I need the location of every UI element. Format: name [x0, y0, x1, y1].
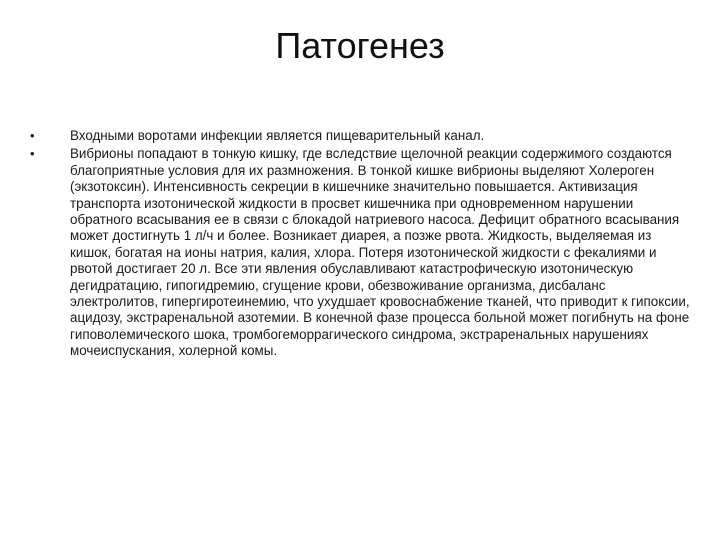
bullet-text: Вибрионы попадают в тонкую кишку, где вследствие щелочной реакции содержимого создаются благоприятные условия для их размножения. В тонкой кишке вибрионы выделяют Холероген (экзотоксин). Интенсивность секреции в кишечнике значительно повышается. Активизация транспорта изотонической жидкости в просвет кишечника при одновременном нарушении обратного всасывания ее в связи с блокадой натриевого насоса. Дефицит обратного всасывания может достигнуть 1 л/ч и более. Возникает диарея, а позже рвота. Жидкость, выделяемая из кишок, богатая на ионы натрия, калия, хлора. Потеря изотонической жидкости с фекалиями и рвотой достигает 20 л. Все эти явления обуславливают катастрофическую изотоническую дегидратацию, гипогидремию, сгущение крови, обезвоживание организма, дисбаланс электролитов, гипергиротеинемию, что ухудшает кровоснабжение тканей, что приводит к гипоксии, ацидозу, экстраренальной азотемии. В конечной фазе процесса больной может погибнуть на фоне гиповолемического шока, тромбогеморрагического синдрома, экстраренальных нарушениях мочеиспускания, холерной комы.: [70, 146, 690, 359]
slide-title: Патогенез: [275, 25, 445, 66]
bullet-dot-icon: •: [30, 146, 35, 162]
bullet-dot-icon: •: [30, 128, 35, 143]
bullet-text: Входными воротами инфекции является пищеварительный канал.: [70, 128, 485, 143]
bullet-item-pathogenesis: [30, 146, 690, 359]
bullet-item-entry-gate: [30, 128, 690, 144]
bullet-list: [30, 128, 690, 362]
